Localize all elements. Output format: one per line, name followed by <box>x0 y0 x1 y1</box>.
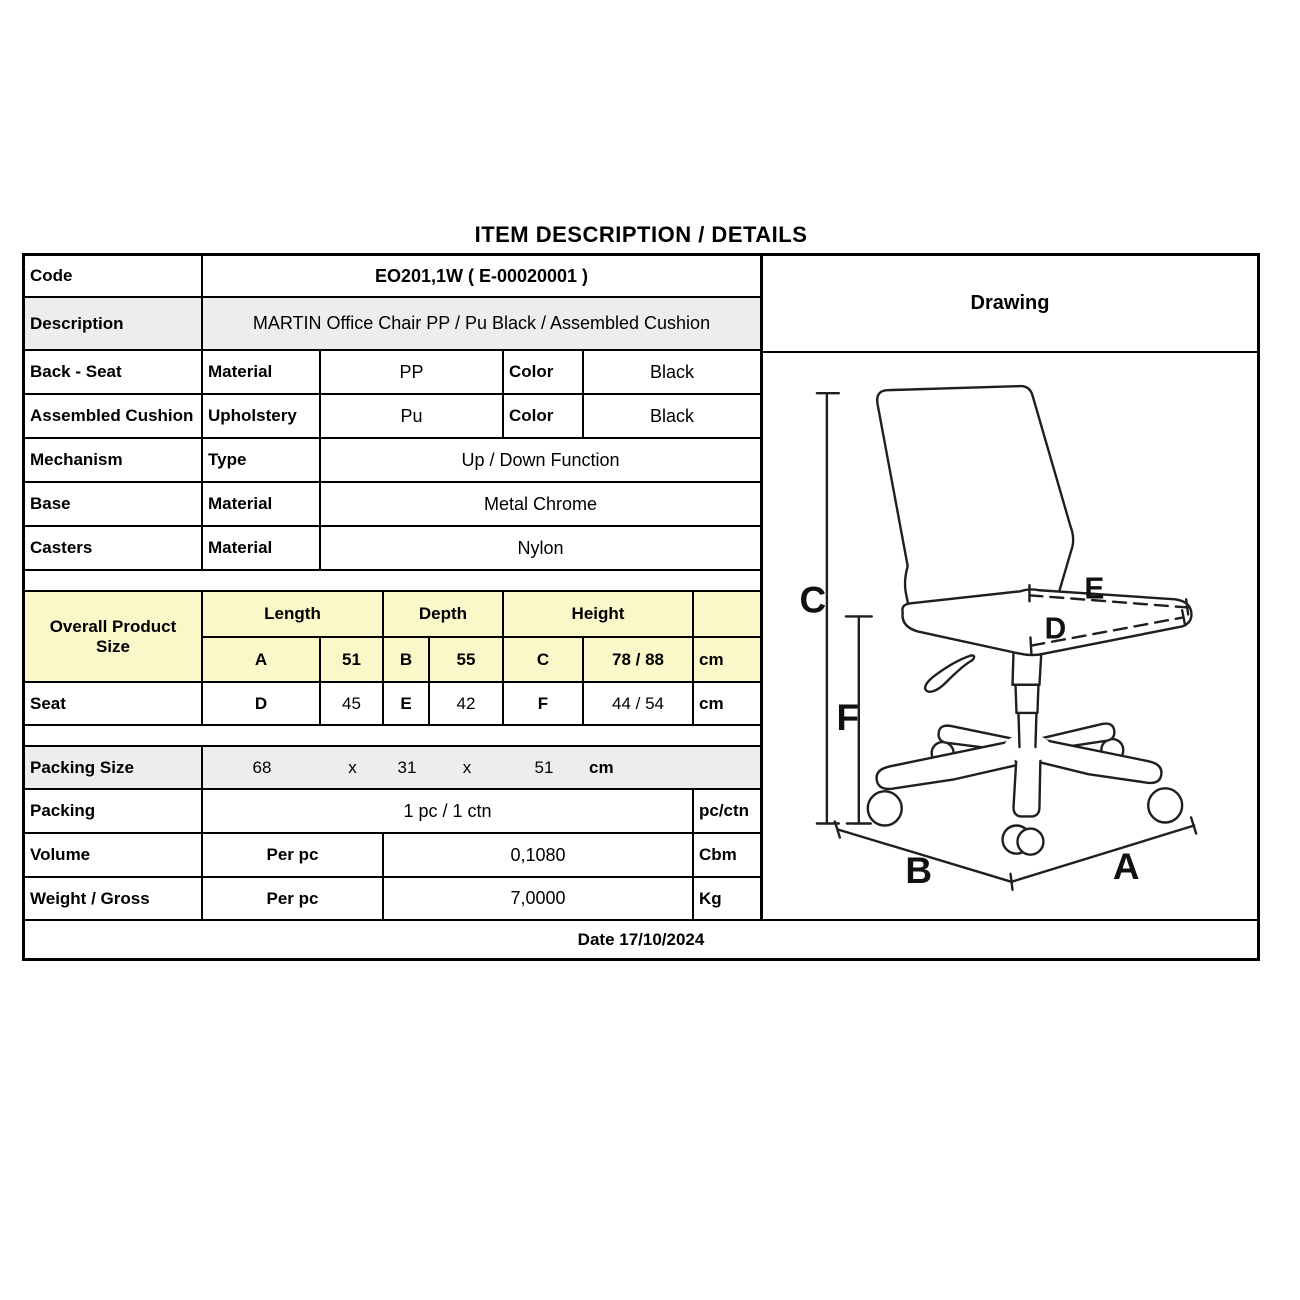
packing-size-depth: 31 <box>397 757 417 777</box>
packing-size-row <box>25 747 760 790</box>
overall-unit: cm <box>699 649 724 669</box>
weight-per: Per pc <box>203 878 384 919</box>
date-text: Date 17/10/2024 <box>577 929 705 949</box>
seat-unit: cm <box>699 693 724 713</box>
caster-front-b <box>1017 829 1043 855</box>
spec-row-back-seat <box>25 351 760 395</box>
spec-color-label: Color <box>504 351 584 393</box>
dim-a-value: 51 <box>321 638 384 681</box>
dim-label-d: D <box>1044 612 1067 646</box>
packing-size-x1: x <box>348 757 357 777</box>
depth-header: Depth <box>384 592 504 636</box>
code-label: Code <box>25 256 203 296</box>
spec-label: Back - Seat <box>25 351 203 393</box>
packing-unit: pc/ctn <box>699 801 750 821</box>
chair-backrest <box>877 386 1073 616</box>
spec-attr-value: Metal Chrome <box>483 493 598 514</box>
spacer-row <box>25 571 760 592</box>
spec-attr-value: Pu <box>321 395 504 437</box>
spec-attr: Upholstery <box>203 395 321 437</box>
size-header-row <box>203 592 760 638</box>
spec-label: Casters <box>25 527 203 569</box>
dim-e-value: 42 <box>430 683 504 724</box>
spec-attr-value: Up / Down Function <box>461 449 620 470</box>
date-row <box>25 919 1257 958</box>
weight-unit: Kg <box>699 888 722 908</box>
spec-row-casters <box>25 527 760 571</box>
dim-c-key: C <box>504 638 584 681</box>
packing-size-unit: cm <box>589 757 614 777</box>
volume-per: Per pc <box>203 834 384 876</box>
spacer-row <box>25 726 760 747</box>
spec-color-label: Color <box>504 395 584 437</box>
dim-label-f: F <box>836 695 860 739</box>
spec-color-value: Black <box>649 405 694 426</box>
overall-size-block <box>25 592 760 683</box>
dim-b-value: 55 <box>430 638 504 681</box>
volume-value: 0,1080 <box>384 834 694 876</box>
dim-b-key: B <box>384 638 430 681</box>
packing-size-length: 68 <box>252 757 272 777</box>
dim-d-value: 45 <box>321 683 384 724</box>
spec-row-mechanism <box>25 439 760 483</box>
overall-size-values-row <box>203 638 760 681</box>
spec-row-assembled-cushion <box>25 395 760 439</box>
caster-left <box>868 791 902 825</box>
spec-label: Mechanism <box>25 439 203 481</box>
spec-attr: Material <box>203 483 321 525</box>
packing-row <box>25 790 760 834</box>
packing-size-empty <box>694 747 760 788</box>
dim-label-a: A <box>1112 844 1140 887</box>
packing-size-x2: x <box>462 757 472 777</box>
sheet-title: ITEM DESCRIPTION / DETAILS <box>474 222 808 247</box>
description-label: Description <box>25 298 203 349</box>
seat-label: Seat <box>25 683 203 724</box>
base-leg-right <box>1039 740 1161 783</box>
description-row <box>25 298 760 351</box>
overall-size-label: Overall Product Size <box>25 592 203 681</box>
volume-unit: Cbm <box>699 845 737 865</box>
drawing-pane <box>763 256 1257 919</box>
caster-right <box>1148 788 1182 822</box>
dim-e-key: E <box>384 683 430 724</box>
packing-label: Packing <box>25 790 203 832</box>
dimension-line-a <box>1010 817 1196 889</box>
spec-row-base <box>25 483 760 527</box>
table-top-section <box>25 256 1257 919</box>
base-hub <box>1004 734 1052 762</box>
gas-cylinder <box>1012 651 1041 748</box>
volume-label: Volume <box>25 834 203 876</box>
seat-size-row <box>25 683 760 726</box>
spec-attr: Material <box>203 527 321 569</box>
dim-c-value: 78 / 88 <box>584 638 694 681</box>
spec-color-value: Black <box>649 361 694 382</box>
spec-attr: Type <box>203 439 321 481</box>
dim-f-value: 44 / 54 <box>584 683 694 724</box>
weight-value: 7,0000 <box>384 878 694 919</box>
description-value: MARTIN Office Chair PP / Pu Black / Assembled Cushion <box>252 313 711 334</box>
code-row <box>25 256 760 298</box>
drawing-canvas <box>763 353 1257 919</box>
height-header: Height <box>504 592 694 636</box>
overall-size-grid <box>203 592 760 681</box>
dim-f-key: F <box>504 683 584 724</box>
volume-row <box>25 834 760 878</box>
spec-left-pane <box>25 256 763 919</box>
chair-drawing <box>763 353 1257 919</box>
dim-label-e: E <box>1084 572 1105 606</box>
packing-value: 1 pc / 1 ctn <box>203 790 694 832</box>
weight-row <box>25 878 760 919</box>
spec-attr-value: Nylon <box>517 537 564 558</box>
base-leg-front <box>1013 756 1040 816</box>
item-description-table <box>22 253 1260 961</box>
packing-size-height: 51 <box>534 757 554 777</box>
spec-attr: Material <box>203 351 321 393</box>
packing-size-label: Packing Size <box>25 747 203 788</box>
size-header-empty <box>694 592 760 636</box>
dim-label-c: C <box>799 578 827 621</box>
spec-attr-value: PP <box>321 351 504 393</box>
code-value: EO201,1W ( E-00020001 ) <box>374 265 589 286</box>
spec-label: Base <box>25 483 203 525</box>
length-header: Length <box>203 592 384 636</box>
gas-lever <box>925 655 974 691</box>
spec-label: Assembled Cushion <box>25 395 203 437</box>
dim-d-key: D <box>203 683 321 724</box>
weight-label: Weight / Gross <box>25 878 203 919</box>
drawing-header: Drawing <box>763 256 1257 353</box>
dim-label-b: B <box>905 848 933 891</box>
dim-a-key: A <box>203 638 321 681</box>
